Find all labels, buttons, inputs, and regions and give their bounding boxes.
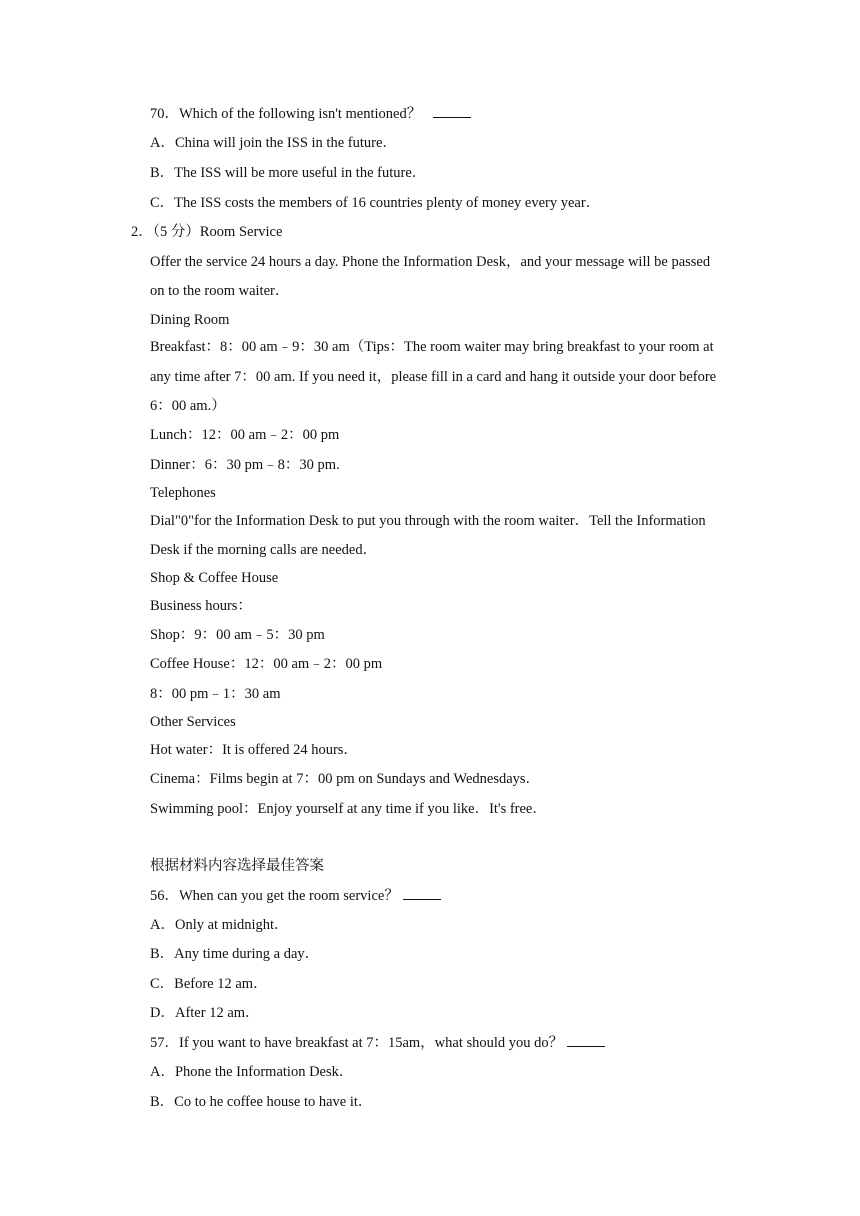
- question-57-option-a: A．Phone the Information Desk．: [150, 1064, 354, 1080]
- question-stem-text: 57．If you want to have breakfast at 7：15am，what should you do？: [150, 1035, 564, 1051]
- instruction-text: 根据材料内容选择最佳答案: [150, 858, 324, 874]
- passage-line: Shop：9：00 am﹣5：30 pm: [150, 627, 325, 643]
- passage-line: Dial"0"for the Information Desk to put you through with the room waiter．Tell the Information: [150, 513, 706, 529]
- passage-line: 8：00 pm﹣1：30 am: [150, 686, 281, 702]
- passage-line: Business hours：: [150, 598, 252, 614]
- passage-line: Dinner：6：30 pm﹣8：30 pm.: [150, 457, 340, 473]
- question-56-option-a: A．Only at midnight．: [150, 917, 289, 933]
- passage-line: Swimming pool：Enjoy yourself at any time if you like．It's free．: [150, 801, 547, 817]
- question-56-option-c: C．Before 12 am．: [150, 976, 268, 992]
- passage-line: Desk if the morning calls are needed．: [150, 542, 378, 558]
- passage-line: 6：00 am.）: [150, 398, 226, 414]
- question-stem-text: 70．Which of the following isn't mentioned？: [150, 106, 422, 122]
- question-56-option-b: B．Any time during a day．: [150, 946, 320, 962]
- question-70-stem: [150, 105, 471, 123]
- question-70-option-a: A．China will join the ISS in the future．: [150, 135, 397, 151]
- passage-line: Offer the service 24 hours a day. Phone the Information Desk，and your message will be passed: [150, 254, 711, 270]
- passage-line: Breakfast：8：00 am﹣9：30 am（Tips：The room waiter may bring breakfast to your room at: [150, 339, 714, 355]
- passage-section-title: Dining Room: [150, 312, 230, 328]
- passage-line: Hot water：It is offered 24 hours．: [150, 742, 358, 758]
- passage-line: Coffee House：12：00 am﹣2：00 pm: [150, 656, 383, 672]
- question-57-stem: [150, 1034, 605, 1052]
- answer-blank: [433, 105, 471, 118]
- passage-section-title: Other Services: [150, 714, 236, 730]
- question-70-option-b: B．The ISS will be more useful in the future．: [150, 165, 427, 181]
- passage-heading: 2．（5 分）Room Service: [131, 224, 283, 240]
- answer-blank: [403, 887, 441, 900]
- passage-section-title: Telephones: [150, 485, 216, 501]
- passage-line: Cinema：Films begin at 7：00 pm on Sundays and Wednesdays．: [150, 771, 541, 787]
- question-57-option-b: B．Co to he coffee house to have it．: [150, 1094, 373, 1110]
- passage-line: any time after 7：00 am. If you need it，please fill in a card and hang it outside your door before: [150, 369, 717, 385]
- passage-section-title: Shop & Coffee House: [150, 570, 279, 586]
- question-56-option-d: D．After 12 am．: [150, 1005, 260, 1021]
- question-56-stem: [150, 887, 441, 905]
- passage-line: on to the room waiter．: [150, 283, 290, 299]
- answer-blank: [567, 1034, 605, 1047]
- passage-line: Lunch：12：00 am﹣2：00 pm: [150, 427, 340, 443]
- question-stem-text: 56．When can you get the room service？: [150, 888, 399, 904]
- question-70-option-c: C．The ISS costs the members of 16 countries plenty of money every year．: [150, 195, 601, 211]
